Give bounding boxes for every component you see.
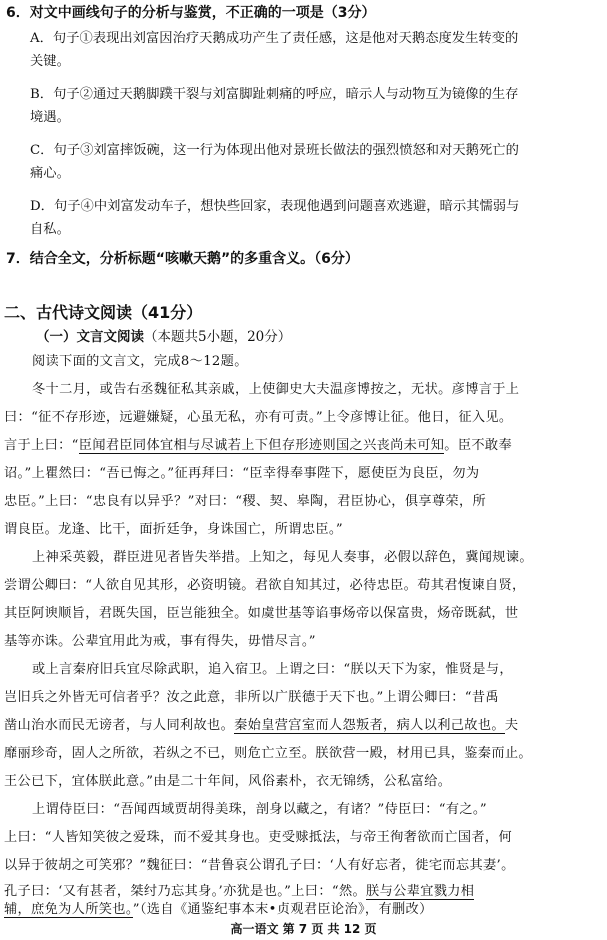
underlined-sentence: 朕与公辈宜戮力相 (366, 884, 475, 899)
passage-line-15: 王公已下，宜体朕此意。”由是二十年间，风俗素朴，衣无锦绣，公私富给。 (4, 774, 452, 789)
reading-instruction: 阅读下面的文言文，完成8～12题。 (32, 354, 248, 369)
passage-line-13 (4, 714, 518, 733)
passage-line-17: 上曰：“人皆知笑彼之爱珠，而不爱其身也。吏受赇抵法，与帝王徇奢欲而亡国者，何 (4, 830, 512, 845)
passage-line-19 (4, 880, 474, 899)
passage-line-3 (4, 434, 512, 453)
question-7-stem: 7．结合全文，分析标题“咳嗽天鹅”的多重含义。（6分） (6, 251, 359, 267)
option-c-line-2: 痛心。 (30, 166, 70, 181)
passage-line-7: 上神采英毅，群臣进见者皆失举措。上知之，每见人奏事，必假以辞色，冀闻规谏。 (32, 550, 533, 565)
option-a-line-2: 关键。 (30, 54, 70, 69)
passage-line-11: 或上言秦府旧兵宜尽除武职，追入宿卫。上谓之曰：“朕以天下为家，惟贤是与， (32, 662, 513, 677)
passage-line-6: 谓良臣。龙逢、比干，面折廷争，身诛国亡，所谓忠臣。” (4, 522, 343, 537)
option-d-line-2: 自私。 (30, 222, 70, 237)
passage-line-12: 岂旧兵之外皆无可信者乎？汝之此意，非所以广朕德于天下也。”上谓公卿曰：“昔禹 (4, 690, 499, 705)
option-b-line-2: 境遇。 (30, 110, 70, 125)
section-2-title: 二、古代诗文阅读（41分） (4, 303, 203, 322)
section-2-subtitle (36, 325, 291, 345)
passage-source: ”（选自《通鉴纪事本末•贞观君臣论治》，有删改） (132, 902, 433, 917)
passage-line-2: 曰：“征不存形迹，远避嫌疑，心虽无私，亦有可责。”上令彦博让征。他日，征入见。 (4, 410, 513, 425)
passage-line-16: 上谓侍臣曰：“吾闻西域贾胡得美珠，剖身以藏之，有诸？”侍臣曰：“有之。” (32, 802, 487, 817)
option-b-line-1: B．句子②通过天鹅脚蹼干裂与刘富脚趾刺痛的呼应，暗示人与动物互为镜像的生存 (30, 87, 519, 102)
subsection-title: （一）文言文阅读 (36, 329, 144, 345)
passage-line-4: 诏。”上瞿然曰：“吾已悔之。”征再拜曰：“臣幸得奉事陛下，愿使臣为良臣，勿为 (4, 466, 480, 481)
passage-text: 夫 (504, 718, 519, 733)
passage-line-20 (4, 898, 433, 917)
passage-text: 凿山治水而民无谤者，与人同利故也。 (4, 718, 235, 733)
page-footer: 高一语文 第 7 页 共 12 页 (230, 922, 377, 936)
passage-line-10: 基等亦诛。公辈宜用此为戒，事有得失，毋惜尽言。” (4, 634, 316, 649)
underlined-sentence: 臣闻君臣同体宜相与尽诚若上下但存形迹则国之兴丧尚未可知 (78, 438, 445, 453)
passage-line-1: 冬十二月，或告右丞魏征私其亲戚，上使御史大夫温彦博按之，无状。彦博言于上 (32, 382, 520, 397)
underlined-sentence: 秦始皇营宫室而人怨叛者，病人以利己故也。 (234, 718, 505, 733)
subsection-note: （本题共5小题，20分） (144, 329, 292, 345)
underlined-sentence: 辅，庶免为人所笑也。 (4, 902, 133, 917)
passage-text: 言于上曰：“ (4, 438, 79, 453)
option-c-line-1: C．句子③刘富摔饭碗，这一行为体现出他对景班长做法的强烈愤怒和对天鹅死亡的 (30, 143, 519, 158)
option-a-line-1: A．句子①表现出刘富因治疗天鹅成功产生了责任感，这是他对天鹅态度发生转变的 (30, 31, 519, 46)
passage-line-8: 尝谓公卿曰：“人欲自见其形，必资明镜。君欲自知其过，必待忠臣。苟其君愎谏自贤， (4, 578, 526, 593)
question-6-stem: 6．对文中画线句子的分析与鉴赏，不正确的一项是（3分） (6, 5, 376, 21)
passage-line-5: 忠臣。”上曰：“忠良有以异乎？”对曰：“稷、契、皋陶，君臣协心，俱享尊荣，所 (4, 494, 487, 509)
passage-text: 。臣不敢奉 (444, 438, 512, 453)
passage-line-14: 靡丽珍奇，固人之所欲，若纵之不已，则危亡立至。朕欲营一殿，材用已具，鉴秦而止。 (4, 746, 532, 761)
option-d-line-1: D．句子④中刘富发动车子，想快些回家，表现他遇到问题喜欢逃避，暗示其懦弱与 (30, 199, 520, 214)
passage-text: 孔子曰：‘又有甚者，桀纣乃忘其身。’亦犹是也。”上曰：“然。 (4, 884, 367, 899)
passage-line-9: 其臣阿谀顺旨，君既失国，臣岂能独全。如虞世基等谄事炀帝以保富贵，炀帝既弑，世 (4, 606, 519, 621)
passage-line-18: 以异于彼胡之可笑邪？”魏征曰：“昔鲁哀公谓孔子曰：‘人有好忘者，徙宅而忘其妻’。 (4, 858, 515, 873)
